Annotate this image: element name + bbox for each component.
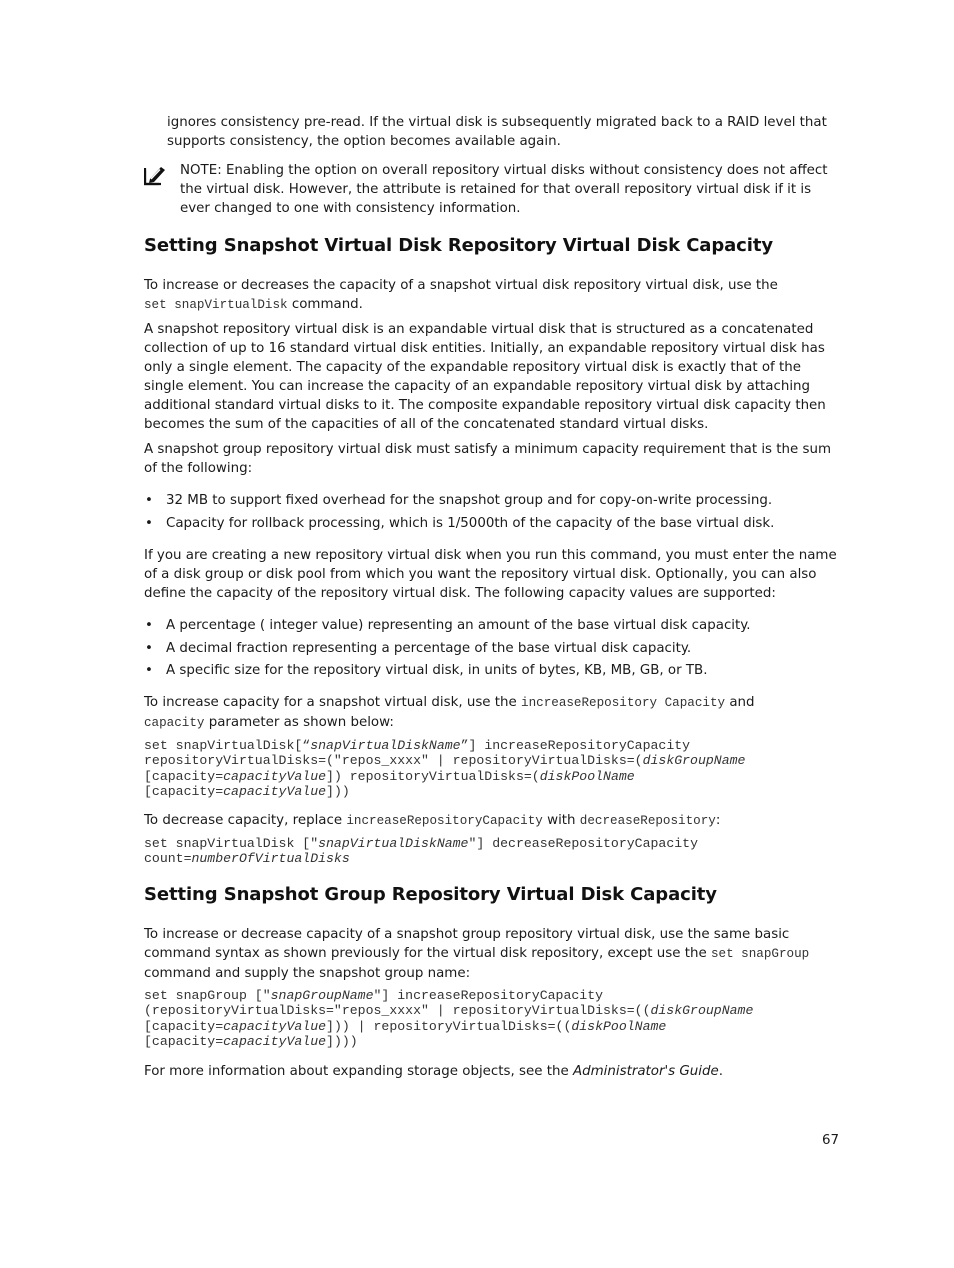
code-text: "] increaseRepositoryCapacity: [373, 988, 604, 1003]
section-heading: Setting Snapshot Virtual Disk Repository Virtual Disk Capacity: [144, 235, 773, 256]
code-block: [144, 988, 753, 1049]
text-span: with: [542, 813, 580, 828]
paragraph: A snapshot repository virtual disk is an expandable virtual disk that is structured as a concatenated collection of up to 16 standard virtual disk entities. Initially, an expandable repository virtual disk has only a single element. The capacity of the expandable repository virtual disk is exactly that of the single element. You can increase the capacity of an expandable repository virtual disk by attaching additional standard virtual disks to it. The composite expandable repository virtual disk capacity then becomes the sum of the capacities of all of the concatenated standard virtual disks.: [144, 322, 826, 432]
code-text: [capacity=: [144, 1018, 224, 1034]
inline-code: set snapVirtualDisk: [144, 298, 288, 312]
code-text: ”] increaseRepositoryCapacity: [460, 738, 691, 753]
text-span: command.: [287, 297, 363, 312]
paragraph: [144, 693, 804, 733]
code-placeholder: snapGroupName: [270, 988, 374, 1003]
paragraph: [144, 811, 824, 831]
code-block: [144, 738, 745, 799]
text-span: For more information about expanding storage objects, see the: [144, 1064, 573, 1079]
bullet-list: [144, 491, 824, 533]
intro-line: supports consistency, the option becomes available again.: [167, 134, 561, 149]
code-text: ])) | repositoryVirtualDisks=((: [326, 1018, 572, 1034]
list-item: [144, 491, 824, 510]
code-placeholder: diskGroupName: [650, 1003, 754, 1019]
list-item-text: Capacity for rollback processing, which is 1/5000th of the capacity of the base virtual disk.: [166, 515, 775, 531]
text-span: To increase capacity for a snapshot virtual disk, use the: [144, 695, 522, 710]
note-body: Enabling the option on overall repository virtual disks without consistency does not affect the virtual disk. However, the attribute is retained for that overall repository virtual disk if it is ever changed to one with consistency information.: [180, 163, 828, 216]
emphasized-text: Administrator's Guide: [572, 1064, 719, 1079]
note-label: NOTE:: [180, 163, 222, 178]
paragraph: [144, 276, 794, 315]
code-placeholder: diskGroupName: [642, 753, 746, 769]
list-item-text: A specific size for the repository virtual disk, in units of bytes, KB, MB, GB, or TB.: [166, 663, 708, 679]
code-text: [capacity=: [144, 768, 224, 784]
bullet-icon: •: [145, 618, 153, 633]
code-text: set snapGroup [": [144, 988, 271, 1003]
code-text: [capacity=: [144, 783, 224, 799]
bullet-icon: •: [145, 663, 153, 679]
code-placeholder: capacityValue: [223, 768, 327, 784]
paragraph: [144, 925, 834, 983]
list-item: [144, 616, 824, 635]
paragraph: A snapshot group repository virtual disk must satisfy a minimum capacity requirement that is the sum of the following:: [144, 442, 832, 476]
bullet-icon: •: [145, 640, 153, 656]
inline-code: increaseRepositoryCapacity: [346, 814, 543, 828]
code-placeholder: diskPoolName: [571, 1018, 667, 1034]
text-span: command syntax as shown previously for the virtual disk repository, except use the: [144, 946, 711, 961]
inline-code: decreaseRepository: [579, 814, 716, 828]
code-placeholder: capacityValue: [223, 1018, 327, 1034]
list-item-text: 32 MB to support fixed overhead for the snapshot group and for copy-on-write processing.: [166, 493, 773, 508]
code-placeholder: diskPoolName: [539, 768, 635, 784]
code-placeholder: capacityValue: [223, 1033, 327, 1049]
text-span: To increase or decreases the capacity of a snapshot virtual disk repository virtual disk, use the: [144, 278, 778, 293]
list-item: [144, 661, 824, 680]
code-placeholder: numberOfVirtualDisks: [191, 851, 350, 867]
list-item-text: A percentage ( integer value) representing an amount of the base virtual disk capacity.: [166, 618, 751, 633]
note-pencil-icon: [144, 164, 166, 186]
text-span: To increase or decrease capacity of a snapshot group repository virtual disk, use the same basic: [144, 927, 790, 942]
code-placeholder: snapVirtualDiskName: [310, 738, 461, 753]
code-placeholder: capacityValue: [223, 783, 327, 799]
code-text: ]))): [326, 1033, 358, 1049]
bullet-icon: •: [145, 493, 153, 508]
list-item: [144, 639, 824, 658]
text-span: command and supply the snapshot group name:: [144, 966, 471, 981]
code-text: [capacity=: [144, 1033, 224, 1049]
code-text: (repositoryVirtualDisks="repos_xxxx" | repositoryVirtualDisks=((: [144, 1003, 651, 1019]
section-heading: Setting Snapshot Group Repository Virtual Disk Capacity: [144, 884, 717, 905]
intro-line: ignores consistency pre-read. If the virtual disk is subsequently migrated back to a RAID level that: [167, 115, 827, 130]
page-number: 67: [822, 1133, 840, 1148]
code-text: ]) repositoryVirtualDisks=(: [326, 768, 540, 784]
text-span: parameter as shown below:: [204, 715, 394, 730]
paragraph: If you are creating a new repository virtual disk when you run this command, you must enter the name of a disk group or disk pool from which you want the repository virtual disk. Optionally, you can also define the capacity of the repository virtual disk. The following capacity values are supported:: [144, 548, 837, 601]
bullet-list: [144, 616, 824, 680]
text-span: .: [718, 1064, 723, 1079]
list-item: [144, 514, 824, 533]
list-item-text: A decimal fraction representing a percentage of the base virtual disk capacity.: [166, 640, 692, 656]
bullet-icon: •: [145, 515, 153, 531]
code-text: set snapVirtualDisk[“: [144, 738, 311, 753]
note-text: [180, 161, 830, 218]
code-placeholder: snapVirtualDiskName: [318, 836, 469, 851]
code-text: "] decreaseRepositoryCapacity: [468, 836, 698, 851]
text-span: :: [715, 813, 721, 828]
inline-code: increaseRepository Capacity: [521, 696, 726, 710]
intro-paragraph: [167, 113, 847, 151]
text-span: To decrease capacity, replace: [144, 813, 347, 828]
code-text: set snapVirtualDisk [": [144, 836, 319, 851]
text-span: and: [725, 695, 755, 710]
code-block: [144, 836, 698, 867]
code-text: repositoryVirtualDisks=("repos_xxxx" | repositoryVirtualDisks=(: [144, 753, 643, 769]
inline-code: set snapGroup: [710, 947, 810, 961]
code-text: count=: [144, 851, 192, 867]
inline-code: capacity: [144, 716, 205, 730]
code-text: ])): [326, 783, 350, 799]
paragraph: [144, 1062, 824, 1081]
